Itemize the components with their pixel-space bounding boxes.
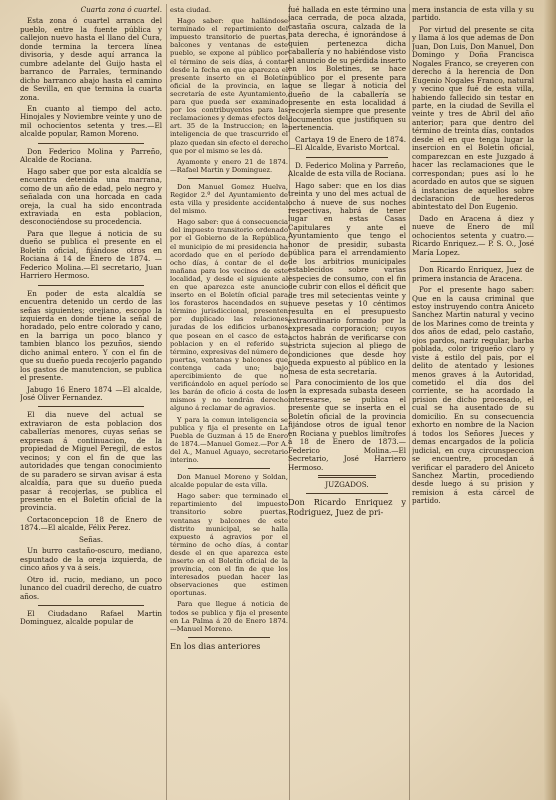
column-divider [166, 4, 167, 800]
text-paragraph: El Ciudadano Rafael Martin Dominguez, alcalde popular de [20, 609, 162, 627]
text-paragraph: Cartaya 19 de Enero de 1874.—El Alcalde, Evaristo Mortcal. [288, 134, 406, 153]
text-paragraph: esta ciudad. [170, 6, 212, 14]
text-paragraph: Hago saber: que en los dias treinta y uno del mes actual de ocho á nueve de sus noches respectivas, habrá de tener lugar en estas Casas Capitulares y ante el Ayuntamiento que tengo el honor de presidir, subasta pública para el arrendamiento de los arbitrios municipales establecidos sobre varias especies de consumo, con el fin de cubrir con ellos el déficit que de tres mil setecientas veinte y nueve pesetas y 10 céntimos resulta en el presupuesto extraordinario formado por la expresada corporacion; cuyos actos habrán de verificarse con estricta sujecion al pliego de condiciones que desde hoy queda expuesto al público en la mesa de esta secretaría. [288, 180, 406, 376]
column-3 [288, 6, 406, 800]
text-paragraph: Para que llegue á noticia de todos se publica y fija el presente en La Palma á 20 de Enero 1874. —Manuel Moreno. [170, 600, 288, 633]
text-paragraph: Cortaconcepcion 18 de Enero de 1874.—El alcalde, Félix Perez. [20, 514, 162, 533]
text-paragraph: Otro id. rucio, mediano, un poco lunanco del cuadril derecho, de cuatro años. [20, 574, 162, 601]
text-paragraph: Don Ricardo Enriquez, Juez de primera instancia de Aracena. [412, 265, 534, 283]
text-paragraph: Don Manuel Moreno y Soldan, alcalde popular de esta villa. [170, 473, 288, 490]
section-rule [38, 143, 144, 144]
text-paragraph: Y para la comun inteligencia se publica y fija el presente en La Puebla de Guzman á 15 de Enero de 1874.—Manuel Gomez.—Por A. del A., Manuel Aguayo, secretario interino. [170, 415, 288, 464]
text-paragraph: El dia nueve del actual se extraviaron de esta poblacion dos caballerías menores, cuyas señas se expresan á continuacion, de la propiedad de Miguel Peregil, de estos vecinos; y con el fin de que las autoridades que tengan conocimiento de su paradero se sirvan avisar á esta alcaldía, para que su dueño pueda pasar á recojerlas, se publica el presente en el Boletín oficial de la provincia. [20, 410, 162, 513]
section-rule [38, 406, 144, 407]
text-paragraph: Don Manuel Gomez Huelva, Regidor 2.º del Ayuntamiento de esta villa y presidente accidental del mismo. [170, 182, 288, 216]
section-rule [38, 605, 144, 606]
text-paragraph: Hago saber: que á consecuencia del impuesto transitorio ordenado por el Gobierno de la República, el municipio de mi presidencia ha acordado que en el período de ocho días, á contar de el de mañana para los vecinos de este localidad, y desde el siguiente al en que aparezca este anuncio inserto en el Boletín oficial para los forasteros hacendados en su término jurisdiccional, presenten por duplicado las relaciones juradas de los edificios urbanos que posean en el casco de esta poblacion y en el referido su término, expresivas del número de puertas, ventanas y balcones que contenga cada uno; bajo apercibimiento de que no verificándolo en aquel período se les barán de oficio á costa de los mismos y no tendrán derecho alguno á reclamar de agravios. [170, 218, 288, 413]
text-paragraph: mera instancia de esta villa y su partido. [412, 6, 534, 23]
column-divider [409, 4, 410, 800]
text-paragraph: Hago saber que por esta alcaldía se encuentra detenida una marrana, como de un año de edad, pelo negro y señalada con una horcada en cada oreja, la cual ha sido encontrada extraviada en esta poblacion, desconociéndose su procedencia. [20, 166, 162, 227]
text-paragraph: En poder de esta alcaldía se encuentra detenido un cerdo de las señas siguientes; orejiano, escopo la izquierda en donde tiene la señal de horadado, pelo entre colorado y cano, en la barriga un poco blanco y tambien blanco los pezuños, siendo dicho animal entero. Y con el fin de que su dueño pueda recojerlo pagando los gastos de manutencion, se publica el presente. [20, 288, 162, 383]
text-paragraph: Para conocimiento de los que en la expresada subasta deseen interesarse, se publica el presente que se inserta en el Boletín oficial de la provincia fijándose otros de igual tenor en Rociana y pueblos limítrofes á 18 de Enero de 1873.—Federico Molina.—El Secretario, José Harriero Hermoso. [288, 378, 406, 472]
text-paragraph: JUZGADOS. [325, 480, 369, 490]
text-paragraph: Jabugo 16 Enero 1874 —El alcalde, José Oliver Fernandez. [20, 384, 162, 403]
column-4 [412, 6, 534, 800]
text-paragraph: Esta zona ó cuartel arranca del pueblo, entre la fuente pública y callejon nuevo hasta el llano del Cura, donde termina la tercera línea divisoria, y desde aquí arranca la cumbre adelante del Guijo hasta el barranco de Parrales, terminando dicho barranco abajo hasta el camino de Sevilla, en que termina la cuarta zona. [20, 16, 162, 102]
column-1 [20, 6, 162, 800]
section-rule [188, 468, 270, 469]
section-rule [188, 178, 270, 179]
text-paragraph: Ayamonte y enero 21 de 1874. —Rafael Martin y Dominguez. [170, 157, 288, 174]
text-paragraph: D. Federico Molina y Parreño, Alcalde de esta villa de Rociana. [288, 160, 406, 179]
text-paragraph: Cuarta zona ó cuartel. [80, 6, 162, 14]
text-paragraph: En cuanto al tiempo del acto. Hinojales y Noviembre veinte y uno de mil ochocientos setenta y tres.—El alcalde popular, Ramon Moreno. [20, 103, 162, 139]
text-paragraph: Hago saber: que terminado el repartimiento del impuesto transitorio sobre puertas, ventanas y balcones de este distrito municipal, se halla expuesto á agravios por el término de ocho días, á contar desde el en que aparezca este inserto en el Boletín oficial de la provincia, con el fin de que los interesados puedan hacer las observaciones que estimen oportunas. [170, 492, 288, 598]
column-2 [170, 6, 288, 800]
text-paragraph: Don Federico Molina y Parreño, Alcalde de Rociana. [20, 146, 162, 165]
text-paragraph: Don Ricardo Enriquez y Rodriguez, Juez de pri- [288, 497, 406, 518]
text-paragraph: Por el presente hago saber: Que en la causa criminal que estoy instruyendo contra Aniceto Sanchez Martin natural y vecino de los Marines como de treinta y dos años de edad, pelo castaño, ojos pardos, nariz regular, barba poblada, color trigueño claro y viste á estilo del pais, por el delito de atentado y lesiones menos graves á la Autoridad, cometido el día dos del corriente, se ha acordado la prision de dicho procesado, el cual se ha ausentado de su domicilio. En su consecuencia exhorto en nombre de la Nacion á todos los Señores Jueces y demas encargados de la policía judicial, en cuya circunspeccion se encuentre, procedan á verificar el paradero del Aniceto Sanchez Martin, procediendo desde luego á su prision y remision á esta cárcel de partido. [412, 285, 534, 506]
section-rule [38, 285, 144, 286]
text-paragraph: Un burro castaño-oscuro, mediano, espuntado de la oreja izquierda, de cinco años y va á seis. [20, 546, 162, 573]
text-paragraph: Por virtud del presente se cita y llama á los que ademas de Don Juan, Don Luis, Don Manuel, Don Domingo y Doña Francisca Nogales Franco, se creyeren con derecho á la herencia de Don Eugenio Nogales Franco, natural y vecino que fué de esta villa, habiendo fallecido sin testar en parte, en la ciudad de Sevilla el veinte y tres de Abril del año anterior; para que dentro del término de treinta días, contados desde el en que tenga lugar la insercion en el Boletín oficial, comparezcan en este Juzgado á hacer las reclamaciones que le correspondan; pues así lo he acordado en autos que se siguen á instancias de aquellos sobre declaracion de herederos abintestato del Don Eugenio. [412, 24, 534, 212]
text-paragraph: Señas. [78, 534, 104, 544]
text-paragraph: Dado en Aracena á diez y nueve de Enero de mil ochocientos setenta y cuatro.—Ricardo Enriquez.— P. S. O., José María Lopez. [412, 213, 534, 257]
text-paragraph: Hago saber: que hallándose terminado el repartimiento del impuesto transitorio de puertas, balcones y ventanas de este pueblo, se expone al público por el término de seis días, á contar desde la fecha en que aparezca el presente inserto en el Boletín oficial de la provincia, en la secretaría de este Ayuntamiento, para que pueda ser examinado por los contribuyentes para las reclamaciones y demas efectos del art. 35 de la Instruccion; en la inteligencia de que trascurrido el plazo quedan sin efecto el derecho que por el mismo se les dá. [170, 17, 288, 155]
section-double-rule [318, 475, 376, 478]
paper-stain [0, 690, 24, 800]
page-binding-edge [544, 0, 556, 800]
text-paragraph: fué hallada en este término una jaca cerrada, de poca alzada, castaña oscura, calzada de la pata derecha, é ignorándose á quien pertenezca dicha caballería y no habiéndose visto el anuncio de su pérdida inserto en los Boletines, se hace público por el presente para que se llegar á noticia del dueño de la caballería se presente en esta localidad á recojerla siempre que presente documentos que justifiquen su pertenencia. [288, 6, 406, 133]
section-rule [188, 637, 270, 638]
section-rule [306, 157, 388, 158]
text-paragraph: Para que llegue á noticia de su dueño se publica el presente en el Boletín oficial, fijándose otros en Rociana á 14 de Enero de 1874. —Federico Molina.—El secretario, Juan Harriero Hermoso. [20, 228, 162, 281]
section-rule [430, 261, 516, 262]
text-paragraph: En los dias anteriores [170, 640, 261, 651]
section-rule [306, 493, 388, 494]
